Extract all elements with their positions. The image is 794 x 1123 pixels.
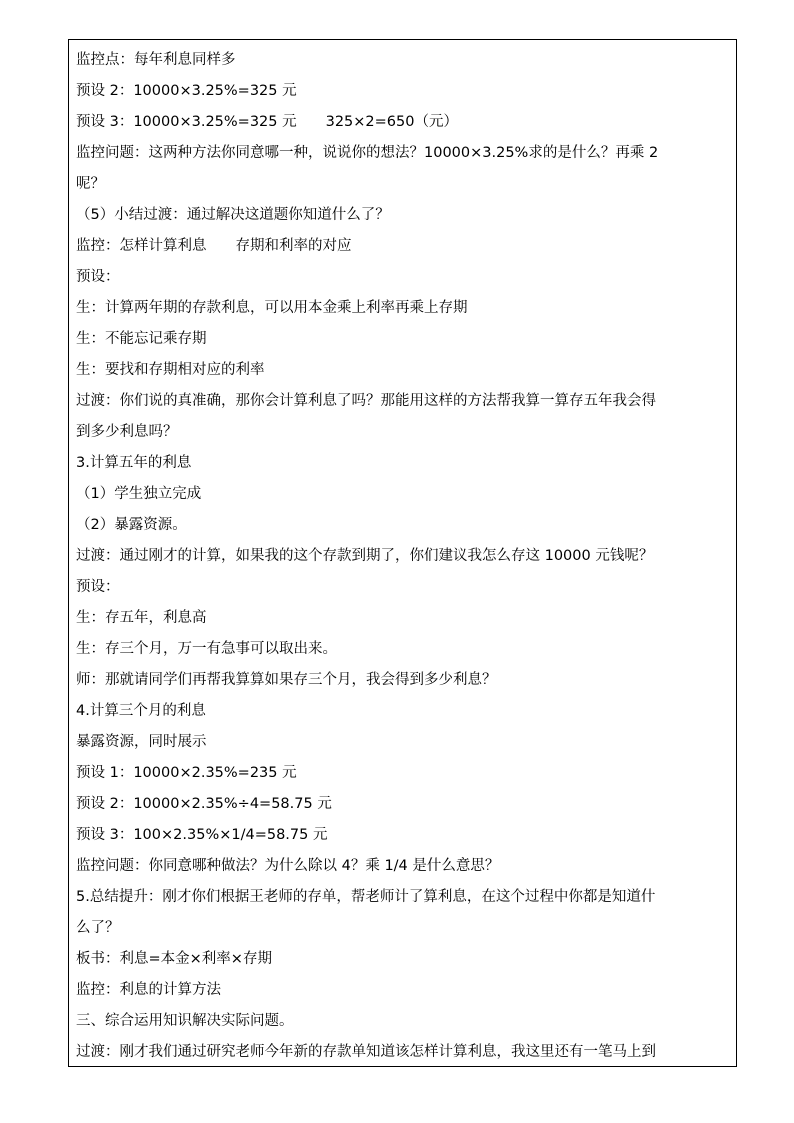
text-line: 预设：	[76, 269, 120, 285]
text-line: 生：存五年，利息高	[76, 610, 207, 626]
lesson-plan-text	[76, 45, 730, 1067]
text-line: 监控问题：你同意哪种做法？为什么除以 4？乘 1/4 是什么意思？	[76, 858, 500, 874]
text-line: 过渡：刚才我们通过研究老师今年新的存款单知道该怎样计算利息，我这里还有一笔马上到	[76, 1044, 656, 1060]
text-line: 预设 2：10000×2.35%÷4=58.75 元	[76, 796, 332, 812]
text-line: 预设 3：100×2.35%×1/4=58.75 元	[76, 827, 328, 843]
text-line: 预设 2：10000×3.25%=325 元	[76, 83, 297, 99]
text-line: 监控问题：这两种方法你同意哪一种，说说你的想法？10000×3.25%求的是什么？再乘 2	[76, 145, 659, 161]
text-line: 到多少利息吗？	[76, 424, 178, 440]
text-line: （5）小结过渡：通过解决这道题你知道什么了？	[76, 207, 390, 223]
text-line: 呢？	[76, 176, 105, 192]
text-line: （2）暴露资源。	[76, 517, 187, 533]
text-line: 生：要找和存期相对应的利率	[76, 362, 265, 378]
text-line: 过渡：你们说的真准确，那你会计算利息了吗？那能用这样的方法帮我算一算存五年我会得	[76, 393, 656, 409]
lesson-plan-table-cell	[68, 39, 737, 1067]
text-line: 么了？	[76, 920, 120, 936]
text-line: 预设 3：10000×3.25%=325 元 325×2=650（元）	[76, 114, 458, 130]
section-heading: 三、综合运用知识解决实际问题。	[76, 1013, 294, 1029]
text-line: 暴露资源，同时展示	[76, 734, 207, 750]
text-line: 生：存三个月，万一有急事可以取出来。	[76, 641, 337, 657]
text-line: 预设：	[76, 579, 120, 595]
text-line: 师：那就请同学们再帮我算算如果存三个月，我会得到多少利息？	[76, 672, 497, 688]
text-line: 生：计算两年期的存款利息，可以用本金乘上利率再乘上存期	[76, 300, 468, 316]
section-heading: 3.计算五年的利息	[76, 455, 192, 471]
text-line: 监控：利息的计算方法	[76, 982, 221, 998]
section-heading: 4.计算三个月的利息	[76, 703, 206, 719]
section-heading: 5.总结提升：刚才你们根据王老师的存单，帮老师计了算利息，在这个过程中你都是知道什	[76, 889, 656, 905]
text-line: 过渡：通过刚才的计算，如果我的这个存款到期了，你们建议我怎么存这 10000 元钱呢？	[76, 548, 654, 564]
text-line: 板书：利息=本金×利率×存期	[76, 951, 272, 967]
text-line: 生：不能忘记乘存期	[76, 331, 207, 347]
text-line: 监控点：每年利息同样多	[76, 52, 236, 68]
text-line: （1）学生独立完成	[76, 486, 202, 502]
text-line: 预设 1：10000×2.35%=235 元	[76, 765, 297, 781]
text-line: 监控：怎样计算利息 存期和利率的对应	[76, 238, 352, 254]
